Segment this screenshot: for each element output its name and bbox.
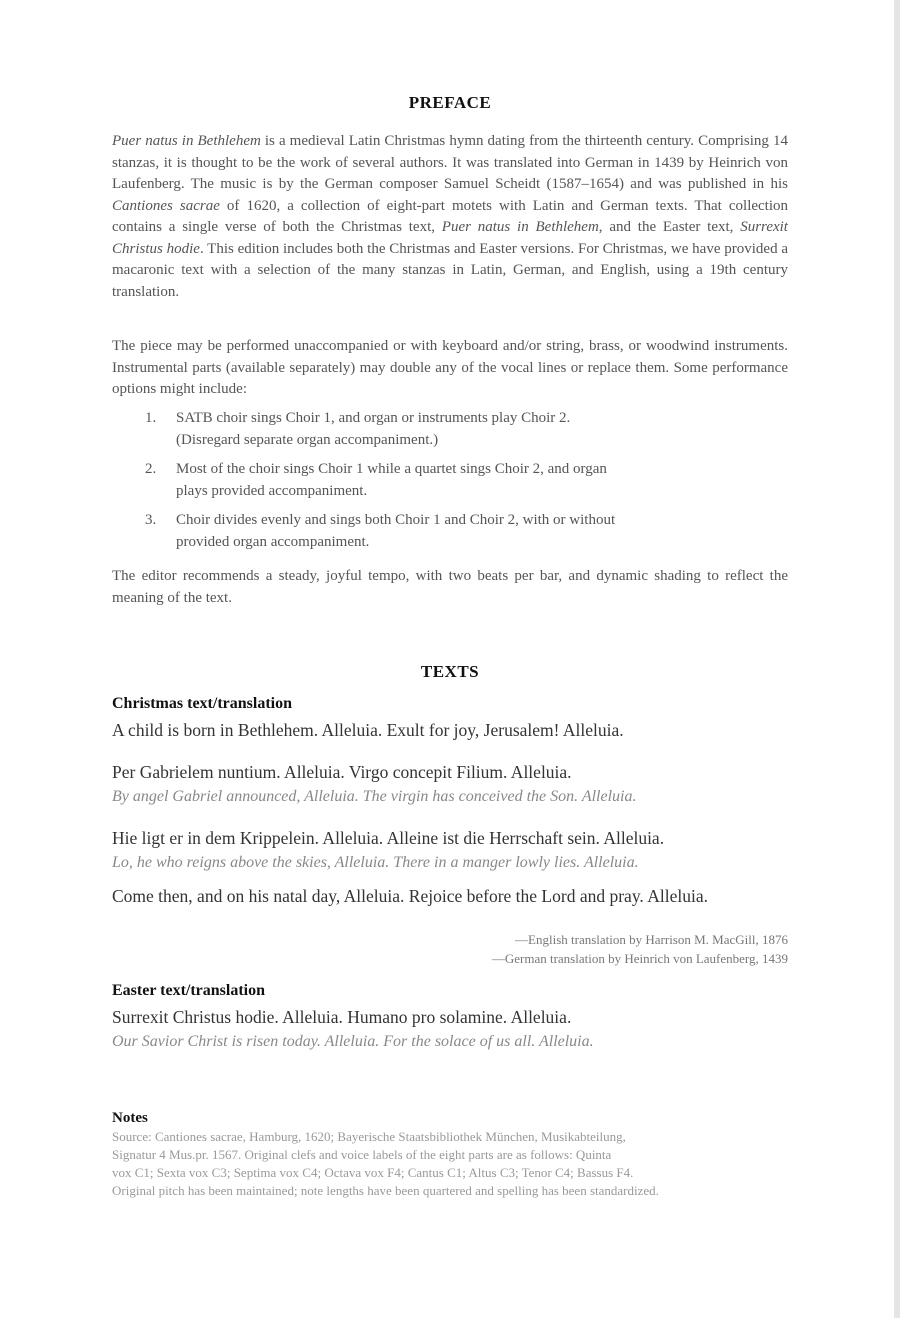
- option-line-2: plays provided accompaniment.: [176, 482, 368, 499]
- option-line-2: provided organ accompaniment.: [176, 533, 370, 550]
- credit-german: —German translation by Heinrich von Laufenberg, 1439: [491, 951, 788, 966]
- christmas-line-2: Per Gabrielem nuntium. Alleluia. Virgo concepit Filium. Alleluia.: [112, 762, 572, 782]
- christmas-translation-2: By angel Gabriel announced, Alleluia. The virgin has conceived the Son. Alleluia.: [112, 788, 637, 805]
- christmas-translation-3: Lo, he who reigns above the skies, Alleluia. There in a manger lowly lies. Alleluia.: [112, 854, 639, 871]
- option-line-1: Choir divides evenly and sings both Choir 1 and Choir 2, with or without: [176, 512, 616, 528]
- page-edge: [894, 0, 900, 1318]
- title-italic: Puer natus in Bethlehem: [112, 133, 261, 149]
- cantiones-italic: Cantiones sacrae: [112, 197, 220, 214]
- christmas-line-3: Hie ligt er in dem Krippelein. Alleluia. Alleine ist die Herrschaft sein. Alleluia.: [112, 828, 665, 848]
- option-number: 1.: [145, 410, 157, 426]
- surrexit-italic: Surrexit Christus hodie: [112, 219, 788, 257]
- p1-text-d: . This edition includes both the Christmas and Easter versions. For Christmas, we have provided a macaronic text with a selection of the many stanzas in Latin, German, and English, using a 19th century translation.: [112, 240, 788, 300]
- easter-line-1: Surrexit Christus hodie. Alleluia. Humano pro solamine. Alleluia.: [112, 1007, 572, 1027]
- christmas-line-4: Come then, and on his natal day, Alleluia. Rejoice before the Lord and pray. Alleluia.: [112, 886, 708, 906]
- list-item: [112, 459, 712, 502]
- preface-paragraph-1: [112, 131, 788, 303]
- p1-text-b: of 1620, a collection of eight-part motets with Latin and German texts. That collection contains a single verse of both the Christmas text,: [112, 197, 789, 235]
- easter-translation-1: Our Savior Christ is risen today. Alleluia. For the solace of us all. Alleluia.: [112, 1033, 594, 1050]
- christmas-line-1: A child is born in Bethlehem. Alleluia. Exult for joy, Jerusalem! Alleluia.: [112, 720, 624, 740]
- option-line-1: SATB choir sings Choir 1, and organ or instruments play Choir 2.: [176, 410, 571, 426]
- option-line-1: Most of the choir sings Choir 1 while a quartet sings Choir 2, and organ: [176, 461, 607, 477]
- texts-title: TEXTS: [420, 662, 480, 681]
- notes-line: Source: Cantiones sacrae, Hamburg, 1620; Bayerische Staatsbibliothek München, Musikabteilung,: [112, 1129, 626, 1144]
- preface-paragraph-3: The editor recommends a steady, joyful tempo, with two beats per bar, and dynamic shading to reflect the meaning of the text.: [112, 568, 788, 606]
- notes-body: [112, 1128, 788, 1200]
- performance-options-list: [112, 408, 712, 561]
- puer-italic: Puer natus in Bethlehem: [441, 219, 599, 235]
- list-item: [112, 510, 712, 553]
- p1-text-a: is a medieval Latin Christmas hymn dating from the thirteenth century. Comprising 14 stanzas, it is thought to be the work of several authors. It was translated into German in 1439 by Heinrich von Laufenberg. The music is by the German composer Samuel Scheidt (1587–1654) and was published in his: [112, 133, 788, 192]
- translation-credits: [492, 930, 788, 968]
- christmas-heading: Christmas text/translation: [112, 695, 292, 712]
- option-line-2: (Disregard separate organ accompaniment.): [176, 431, 439, 448]
- list-item: [112, 408, 712, 451]
- easter-heading: Easter text/translation: [112, 982, 266, 999]
- credit-english: —English translation by Harrison M. MacGill, 1876: [515, 932, 788, 947]
- preface-paragraph-2: The piece may be performed unaccompanied or with keyboard and/or string, brass, or woodwind instruments. Instrumental parts (available separately) may double any of the vocal lines or replace them. Some performance options might include:: [112, 338, 788, 397]
- option-number: 3.: [145, 512, 157, 528]
- notes-line: Signatur 4 Mus.pr. 1567. Original clefs and voice labels of the eight parts are as follows: Quinta: [112, 1147, 612, 1162]
- preface-title: PREFACE: [408, 93, 492, 112]
- notes-line: Original pitch has been maintained; note lengths have been quartered and spelling has been standardized.: [112, 1183, 659, 1198]
- option-number: 2.: [145, 461, 157, 477]
- notes-line: vox C1; Sexta vox C3; Septima vox C4; Octava vox F4; Cantus C1; Altus C3; Tenor C4; Bassus F4.: [112, 1165, 634, 1180]
- p1-text-c: , and the Easter text,: [598, 219, 741, 235]
- notes-heading: Notes: [112, 1110, 148, 1126]
